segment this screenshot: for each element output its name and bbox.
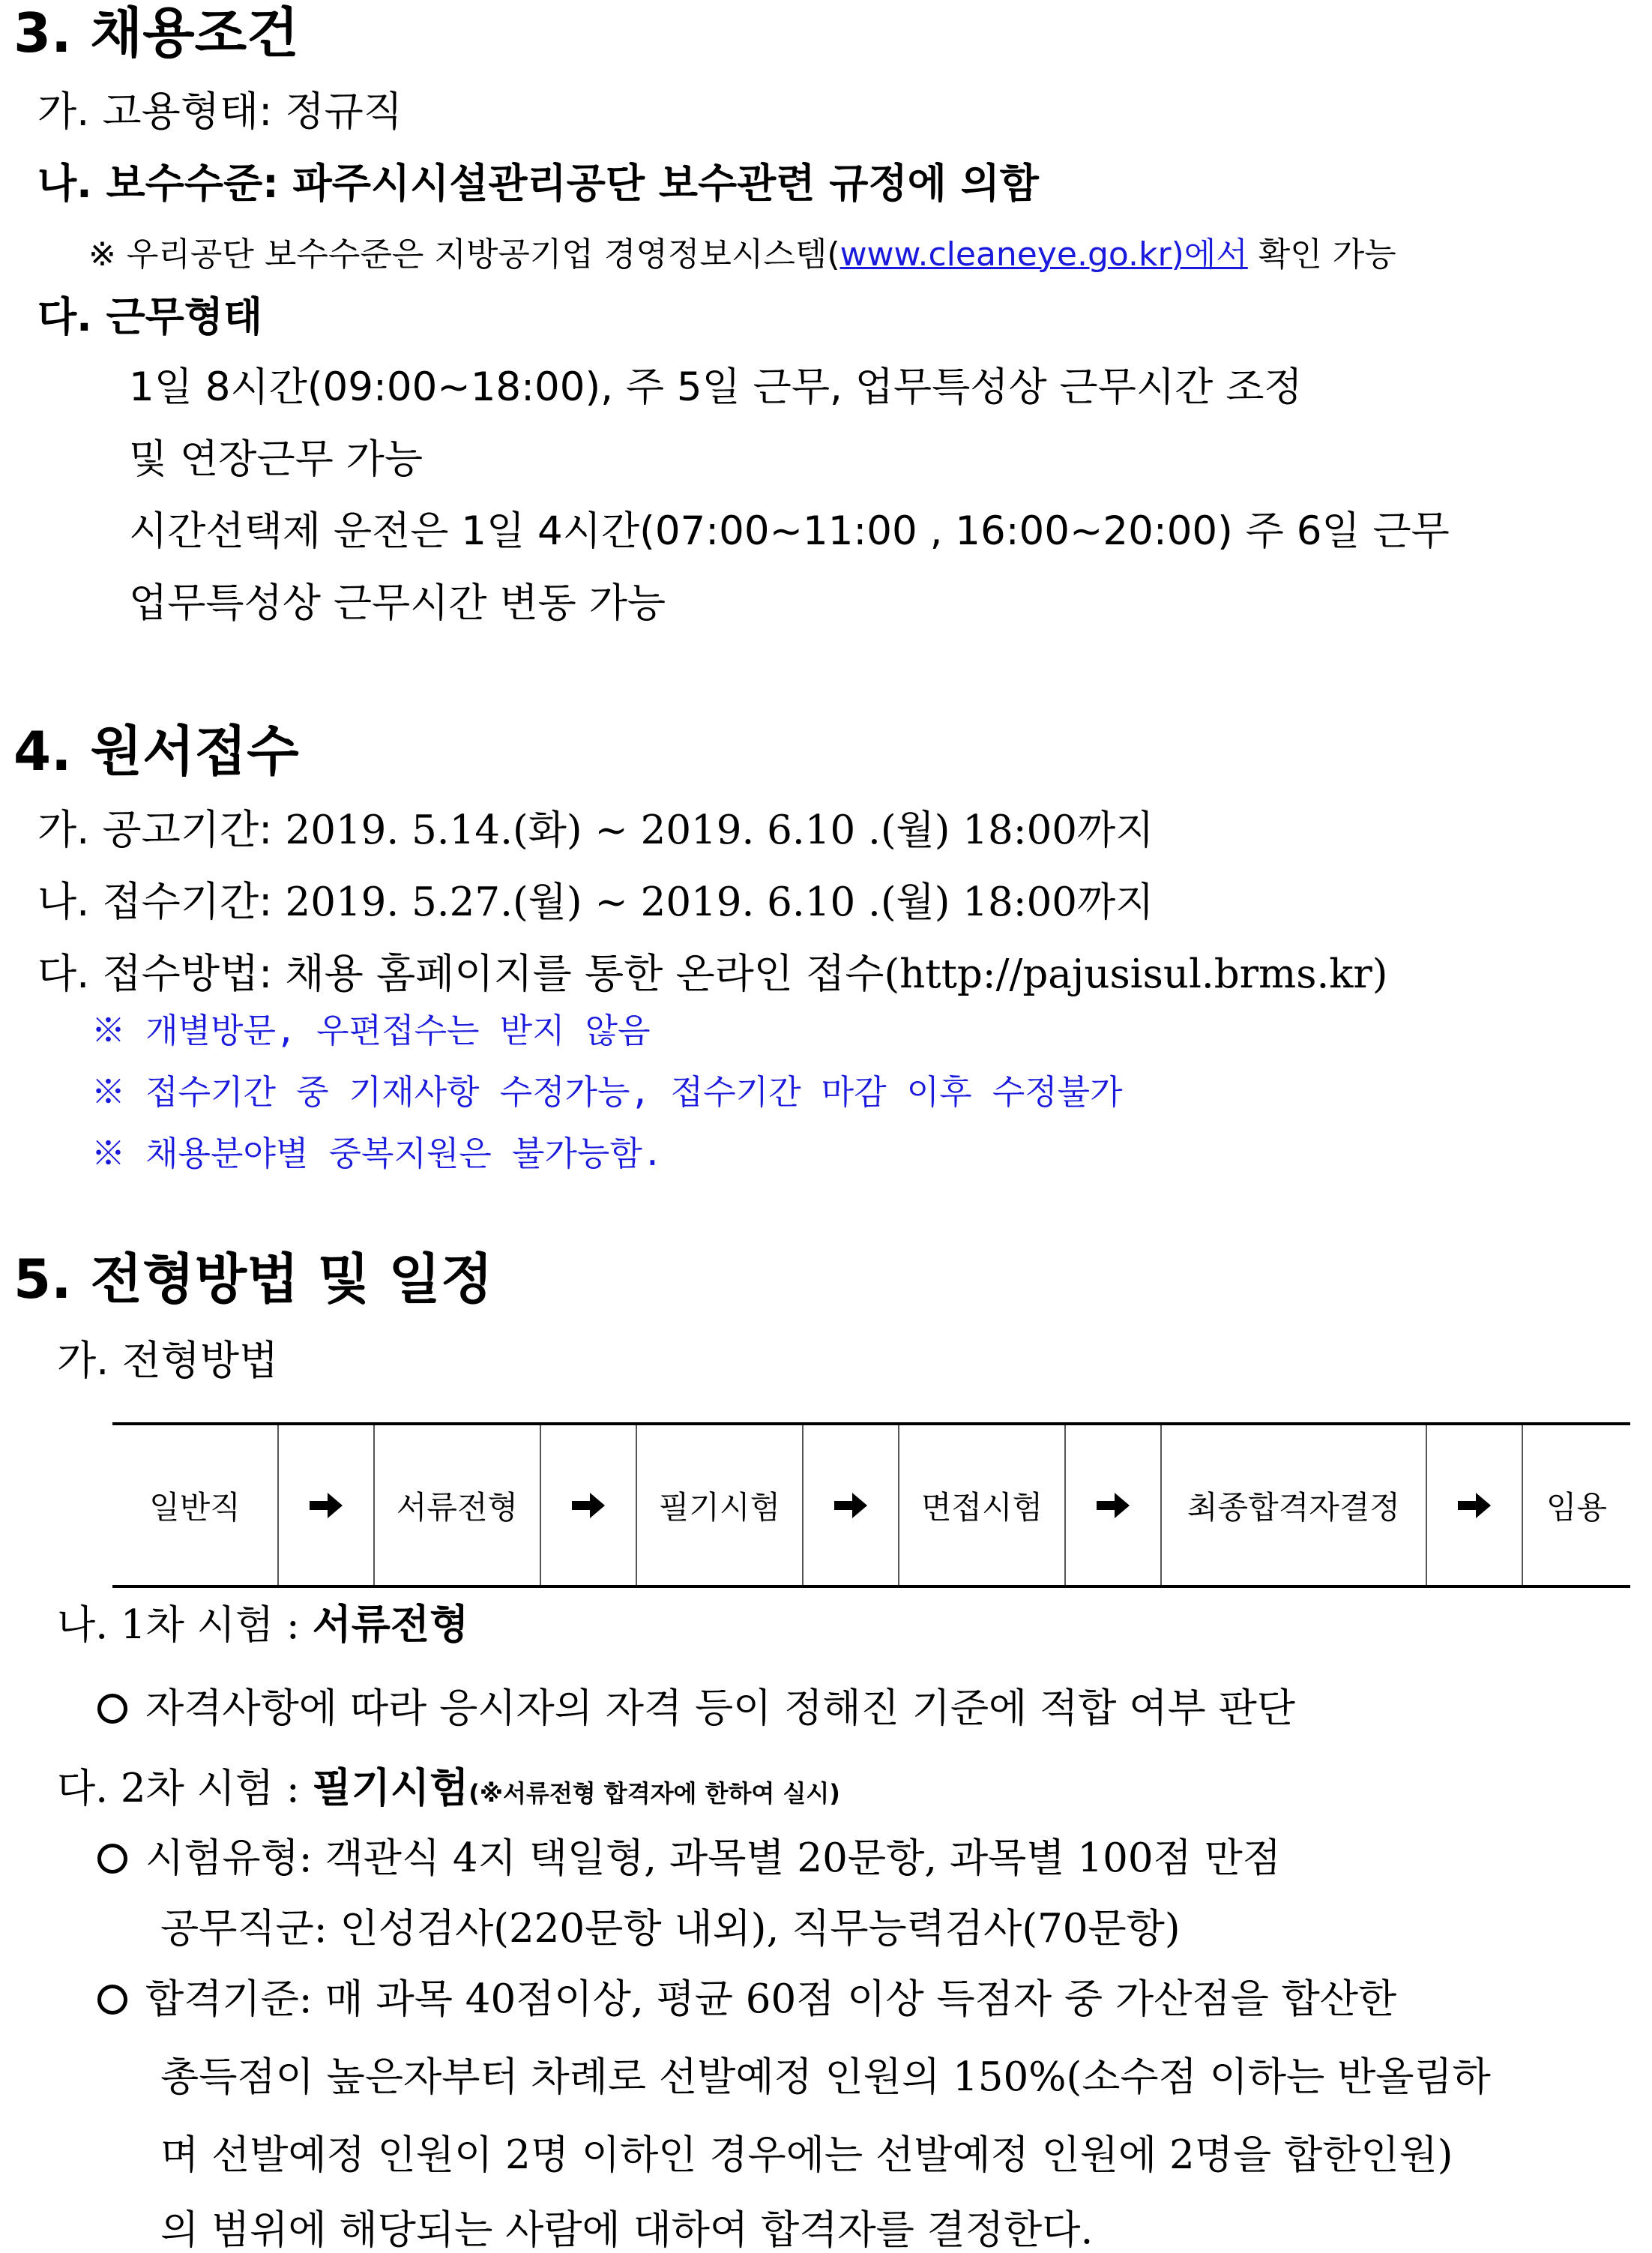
circle-bullet-icon: [97, 1694, 127, 1724]
work-line-1: 1일 8시간(09:00~18:00), 주 5일 근무, 업무특성상 근무시간 조정: [129, 364, 1303, 410]
employment-type-value: 정규직: [285, 88, 403, 135]
right-arrow-icon: [1066, 1425, 1160, 1585]
application-method: [37, 950, 1388, 997]
employment-type-label: 가. 고용형태:: [37, 88, 273, 135]
section-3-title: 3. 채용조건: [13, 1, 299, 64]
application-method-label: 다. 접수방법: 채용 홈페이지를 통한 온라인 접수: [37, 950, 884, 997]
selection-method-label: 가. 전형방법: [57, 1337, 279, 1384]
salary-level-value: 파주시시설관리공단 보수관련 규정에 의함: [292, 160, 1039, 207]
application-url[interactable]: (http://pajusisul.brms.kr): [884, 951, 1388, 997]
announcement-period: [37, 806, 1154, 853]
application-period-value: 2019. 5.27.(월) ~ 2019. 6.10 .(월) 18:00까지: [285, 879, 1154, 925]
pass-criteria-line-1: 합격기준: 매 과목 40점이상, 평균 60점 이상 득점자 중 가산점을 합산한: [145, 1976, 1397, 2022]
right-arrow-icon: [1427, 1425, 1522, 1585]
circle-bullet-icon: [97, 1985, 127, 2015]
selection-flow-table: [112, 1422, 1630, 1588]
first-exam-desc: 자격사항에 따라 응시자의 자격 등이 정해진 기준에 적합 여부 판단: [145, 1685, 1295, 1731]
circle-bullet-icon: [97, 1844, 127, 1874]
pass-criteria-line-2: 총득점이 높은자부터 차례로 선발예정 인원의 150%(소수점 이하는 반올림하: [160, 2054, 1491, 2100]
second-exam-heading: [57, 1764, 840, 1811]
first-exam-title: 서류전형: [312, 1601, 469, 1648]
first-exam-bullet: [97, 1685, 1295, 1731]
application-note-3: ※ 채용분야별 중복지원은 불가능함.: [91, 1134, 663, 1173]
application-period-label: 나. 접수기간:: [37, 878, 273, 925]
flow-step-appointment: 임용: [1546, 1488, 1608, 1526]
announcement-period-value: 2019. 5.14.(화) ~ 2019. 6.10 .(월) 18:00까지: [285, 807, 1154, 853]
work-line-3: 시간선택제 운전은 1일 4시간(07:00~11:00 , 16:00~20:00) 주 6일 근무: [129, 508, 1450, 554]
flow-step-final: 최종합격자결정: [1187, 1488, 1400, 1526]
exam-type-line-1: 시험유형: 객관식 4지 택일형, 과목별 20문항, 과목별 100점 만점: [145, 1835, 1282, 1881]
first-exam-prefix: 나. 1차 시험 :: [57, 1602, 313, 1648]
application-note-2: ※ 접수기간 중 기재사항 수정가능, 접수기간 마감 이후 수정불가: [91, 1072, 1123, 1112]
salary-note-suffix: 확인 가능: [1247, 235, 1396, 274]
section-4-title: 4. 원서접수: [13, 720, 299, 783]
employment-type: [37, 88, 403, 135]
pass-criteria-line-3: 며 선발예정 인원이 2명 이하인 경우에는 선발예정 인원에 2명을 합한인원): [160, 2132, 1453, 2178]
cleaneye-link[interactable]: www.cleaneye.go.kr)에서: [839, 235, 1248, 274]
right-arrow-icon: [541, 1425, 636, 1585]
application-note-1: ※ 개별방문, 우편접수는 받지 않음: [91, 1011, 651, 1050]
application-period: [37, 878, 1154, 925]
salary-level: [37, 160, 1039, 207]
pass-criteria-bullet: [97, 1976, 1397, 2022]
second-exam-note: (※서류전형 합격자에 한하여 실시): [468, 1779, 840, 1808]
pass-criteria-line-4: 의 범위에 해당되는 사람에 대하여 합격자를 결정한다.: [160, 2207, 1094, 2253]
flow-step-general: 일반직: [149, 1488, 241, 1526]
first-exam-heading: [57, 1601, 469, 1648]
announcement-period-label: 가. 공고기간:: [37, 806, 273, 853]
salary-note: [88, 235, 1396, 274]
salary-level-label: 나. 보수수준:: [37, 160, 279, 207]
second-exam-prefix: 다. 2차 시험 :: [57, 1766, 313, 1811]
work-line-2: 및 연장근무 가능: [129, 436, 423, 482]
exam-type-bullet: [97, 1835, 1282, 1881]
exam-type-line-2: 공무직군: 인성검사(220문항 내외), 직무능력검사(70문항): [160, 1906, 1181, 1952]
flow-step-interview: 면접시험: [920, 1488, 1043, 1526]
work-line-4: 업무특성상 근무시간 변동 가능: [129, 580, 666, 626]
flow-step-written: 필기시험: [658, 1488, 781, 1526]
right-arrow-icon: [804, 1425, 898, 1585]
work-type-label: 다. 근무형태: [37, 293, 263, 340]
section-5-title: 5. 전형방법 및 일정: [13, 1248, 493, 1311]
flow-step-document: 서류전형: [396, 1488, 519, 1526]
salary-note-prefix: ※ 우리공단 보수수준은 지방공기업 경영정보시스템(: [88, 235, 840, 274]
right-arrow-icon: [279, 1425, 373, 1585]
second-exam-title: 필기시험: [312, 1764, 469, 1811]
